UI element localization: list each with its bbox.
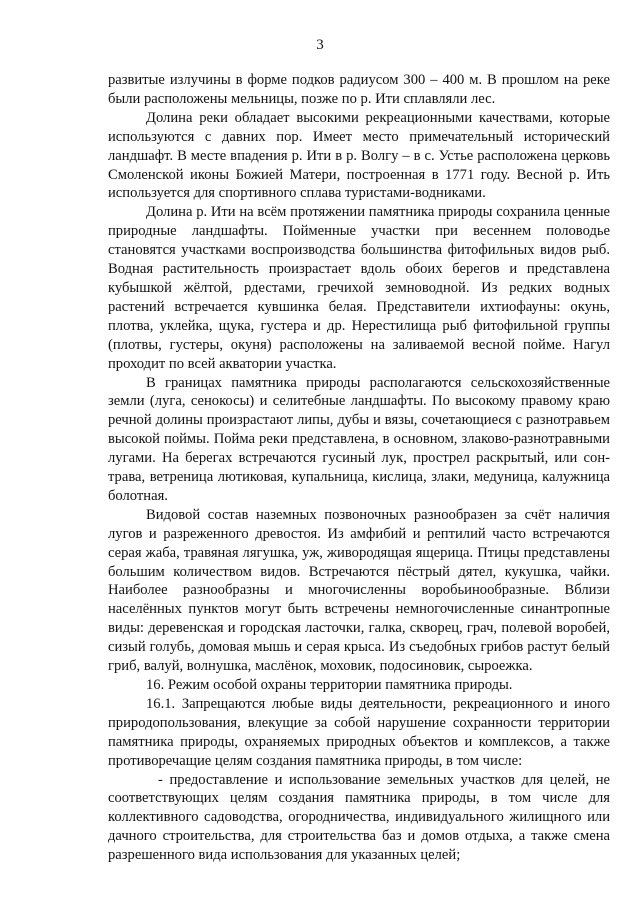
- paragraph-fauna: Видовой состав наземных позвоночных разнообразен за счёт наличия лугов и разреженного древостоя. Из амфибий и рептилий часто встречаются серая жаба, травяная лягушка, уж, живородящая ящерица. Птицы представлены большим количеством видов. Встречаются пёстрый дятел, кукушка, чайки. Наиболее разнообразны и многочисленны воробьинообразные. Вблизи населённых пунктов могут быть встречены немногочисленные синантропные виды: деревенская и городская ласточки, галка, скворец, грач, полевой воробей, сизый голубь, домовая мышь и серая крыса. Из съедобных грибов растут белый гриб, валуй, волнушка, маслёнок, моховик, подосиновик, сыроежка.: [108, 506, 610, 675]
- list-item-land-use: - предоставление и использование земельных участков для целей, не соответствующих целям создания памятника природы, в том числе для коллективного садоводства, огородничества, индивидуального жилищного или дачного строительства, для строительства баз и домов отдыха, а также смена разрешенного вида использования для указанных целей;: [108, 771, 610, 864]
- paragraph-landscapes: Долина р. Ити на всём протяжении памятника природы сохранила ценные природные ландшафты. Пойменные участки при весеннем половодье становятся участками воспроизводства большинства фитофильных видов рыб. Водная растительность произрастает вдоль обоих берегов и представлена кубышкой жёлтой, рдестами, гречихой земноводной. Из редких водных растений встречается кувшинка белая. Представители ихтиофауны: окунь, плотва, уклейка, щука, густера и др. Нерестилища рыб фитофильной группы (плотвы, густеры, окуня) расположены на заливаемой весной пойме. Нагул проходит по всей акватории участка.: [108, 204, 610, 372]
- paragraph-recreation: Долина реки обладает высокими рекреационными качествами, которые используются с давних пор. Имеет место примечательный исторический ландшафт. В месте впадения р. Ити в р. Волгу – в с. Устье расположена церковь Смоленской иконы Божией Матери, построенная в 1771 году. Весной р. Ить используется для спортивного сплава туристами-водниками.: [108, 109, 610, 202]
- section-heading-protection: 16. Режим особой охраны территории памятника природы.: [146, 677, 513, 693]
- paragraph-land-use: В границах памятника природы располагаются сельскохозяйственные земли (луга, сенокосы) и селитебные ландшафты. По высокому правому краю речной долины произрастают липы, дубы и вязы, сочетающиеся с разнотравьем высокой поймы. Пойма реки представлена, в основном, злаково-разнотравными лугами. На берегах встречаются гусиный лук, прострел раскрытый, или сон-трава, ветреница лютиковая, купальница, кислица, злаки, медуница, калужница болотная.: [108, 374, 610, 504]
- paragraph-meanders: развитые излучины в форме подков радиусом 300 – 400 м. В прошлом на реке были расположены мельницы, позже по р. Ити сплавляли лес.: [108, 72, 610, 107]
- document-body: [108, 71, 610, 865]
- paragraph-prohibitions: 16.1. Запрещаются любые виды деятельности, рекреационного и иного природопользования, влекущие за собой нарушение сохранности территории памятника природы, охраняемых природных объектов и комплексов, а также противоречащие целям создания памятника природы, в том числе:: [108, 695, 610, 769]
- page-number: 3: [316, 37, 324, 53]
